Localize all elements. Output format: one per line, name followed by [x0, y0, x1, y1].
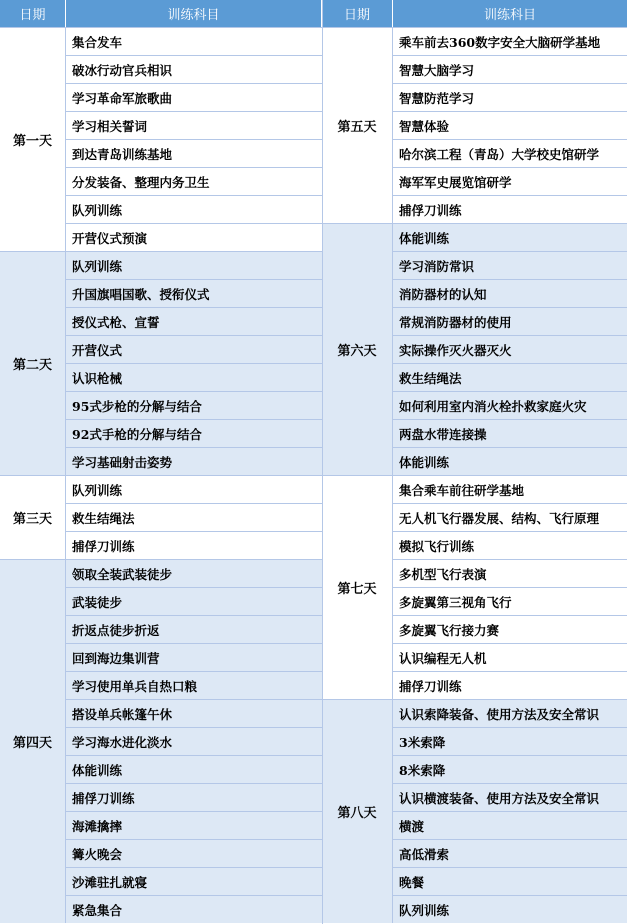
training-item: 集合发车 — [66, 27, 322, 55]
training-item: 学习基础射击姿势 — [66, 447, 322, 475]
training-item: 模拟飞行训练 — [393, 531, 627, 559]
training-item: 升国旗唱国歌、授衔仪式 — [66, 279, 322, 307]
training-item: 武装徒步 — [66, 587, 322, 615]
training-item: 认识索降装备、使用方法及安全常识 — [393, 699, 627, 727]
day-label: 第六天 — [322, 223, 393, 475]
training-item: 95式步枪的分解与结合 — [66, 391, 322, 419]
training-item: 捕俘刀训练 — [66, 783, 322, 811]
training-item: 横渡 — [393, 811, 627, 839]
training-item: 海滩擒摔 — [66, 811, 322, 839]
training-item: 92式手枪的分解与结合 — [66, 419, 322, 447]
training-item: 体能训练 — [393, 223, 627, 251]
training-item: 破冰行动官兵相识 — [66, 55, 322, 83]
training-item: 体能训练 — [393, 447, 627, 475]
training-item: 认识横渡装备、使用方法及安全常识 — [393, 783, 627, 811]
training-item: 回到海边集训营 — [66, 643, 322, 671]
training-item: 智慧大脑学习 — [393, 55, 627, 83]
training-item: 晚餐 — [393, 867, 627, 895]
training-item: 常规消防器材的使用 — [393, 307, 627, 335]
date-header: 日期 — [0, 0, 66, 27]
training-item: 认识枪械 — [66, 363, 322, 391]
training-item: 捕俘刀训练 — [66, 531, 322, 559]
training-item: 学习革命军旅歌曲 — [66, 83, 322, 111]
training-item: 学习消防常识 — [393, 251, 627, 279]
training-item: 捕俘刀训练 — [393, 195, 627, 223]
training-item: 哈尔滨工程（青岛）大学校史馆研学 — [393, 139, 627, 167]
training-item: 开营仪式预演 — [66, 223, 322, 251]
training-item: 折返点徒步折返 — [66, 615, 322, 643]
training-item: 无人机飞行器发展、结构、飞行原理 — [393, 503, 627, 531]
training-item: 捕俘刀训练 — [393, 671, 627, 699]
training-item: 队列训练 — [66, 251, 322, 279]
training-item: 实际操作灭火器灭火 — [393, 335, 627, 363]
training-item: 高低滑索 — [393, 839, 627, 867]
training-item: 多机型飞行表演 — [393, 559, 627, 587]
training-item: 沙滩驻扎就寝 — [66, 867, 322, 895]
training-item: 分发装备、整理内务卫生 — [66, 167, 322, 195]
right-schedule-half — [322, 0, 627, 924]
training-item: 集合乘车前往研学基地 — [393, 475, 627, 503]
training-item: 体能训练 — [66, 755, 322, 783]
training-item: 智慧体验 — [393, 111, 627, 139]
training-item: 队列训练 — [66, 475, 322, 503]
training-item: 8米索降 — [393, 755, 627, 783]
day-label: 第八天 — [322, 699, 393, 923]
training-item: 搭设单兵帐篷午休 — [66, 699, 322, 727]
training-item: 3米索降 — [393, 727, 627, 755]
day-label: 第七天 — [322, 475, 393, 699]
training-item: 多旋翼飞行接力赛 — [393, 615, 627, 643]
training-item: 智慧防范学习 — [393, 83, 627, 111]
training-item: 多旋翼第三视角飞行 — [393, 587, 627, 615]
training-item: 到达青岛训练基地 — [66, 139, 322, 167]
training-item: 开营仪式 — [66, 335, 322, 363]
training-item: 队列训练 — [66, 195, 322, 223]
training-item: 学习相关誓词 — [66, 111, 322, 139]
training-item: 学习海水进化淡水 — [66, 727, 322, 755]
training-item: 海军军史展览馆研学 — [393, 167, 627, 195]
subject-header: 训练科目 — [393, 0, 627, 27]
day-label: 第一天 — [0, 27, 66, 251]
training-item: 如何利用室内消火栓扑救家庭火灾 — [393, 391, 627, 419]
subject-header: 训练科目 — [66, 0, 322, 27]
training-item: 消防器材的认知 — [393, 279, 627, 307]
day-label: 第二天 — [0, 251, 66, 475]
training-item: 学习使用单兵自热口粮 — [66, 671, 322, 699]
day-label: 第四天 — [0, 559, 66, 923]
column-divider — [322, 0, 323, 924]
training-item: 乘车前去360数字安全大脑研学基地 — [393, 27, 627, 55]
date-header: 日期 — [322, 0, 393, 27]
training-item: 救生结绳法 — [393, 363, 627, 391]
training-item: 授仪式枪、宣誓 — [66, 307, 322, 335]
training-item: 队列训练 — [393, 895, 627, 923]
training-item: 领取全装武装徒步 — [66, 559, 322, 587]
training-item: 两盘水带连接操 — [393, 419, 627, 447]
day-label: 第五天 — [322, 27, 393, 223]
training-item: 紧急集合 — [66, 895, 322, 923]
day-label: 第三天 — [0, 475, 66, 559]
training-item: 认识编程无人机 — [393, 643, 627, 671]
training-item: 篝火晚会 — [66, 839, 322, 867]
training-item: 救生结绳法 — [66, 503, 322, 531]
